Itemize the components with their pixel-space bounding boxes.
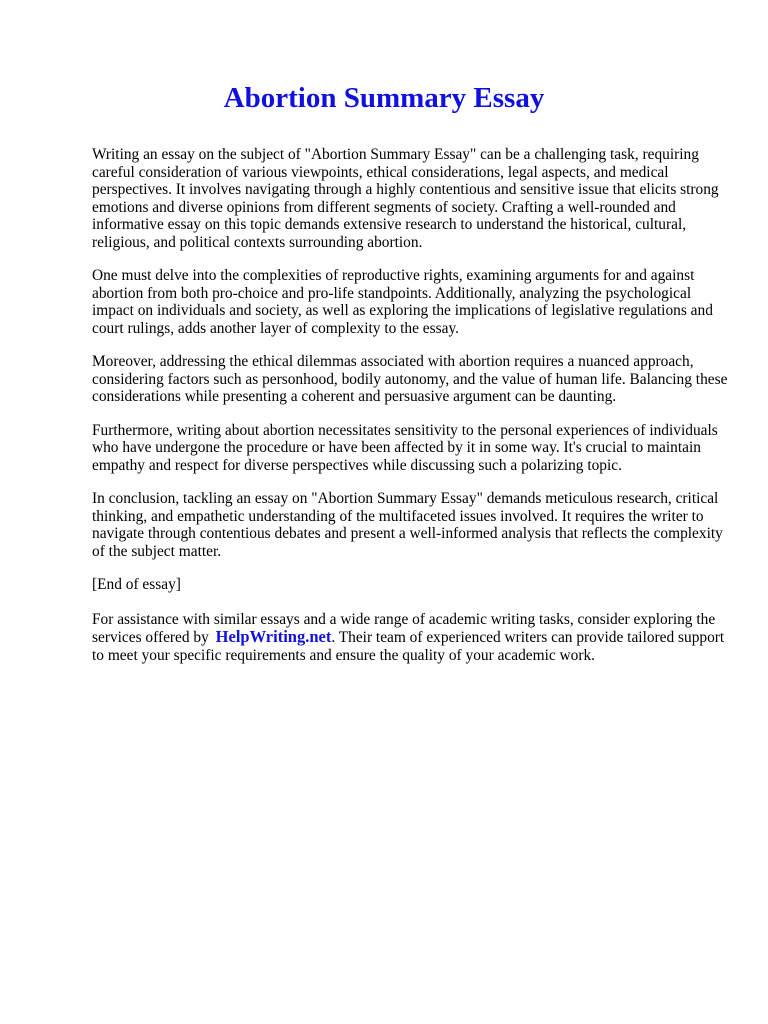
essay-paragraph-5: In conclusion, tackling an essay on "Abortion Summary Essay" demands meticulous research, critical thinking, and empathetic understanding of the multifaceted issues involved. It requires the writer to navigate through contentious debates and present a well-informed analysis that reflects the complexity of the subject matter.: [92, 490, 723, 560]
essay-body: [92, 146, 732, 680]
closing-text-before-link: For assistance with similar essays and a wide range of academic writing tasks, consider exploring the services offered by: [92, 610, 716, 646]
closing-text-after-link: . Their team of experienced writers can provide tailored support to meet your specific requirements and ensure the quality of your academic work.: [92, 629, 725, 664]
end-of-essay-marker: [End of essay]: [92, 576, 181, 593]
essay-paragraph-3: Moreover, addressing the ethical dilemmas associated with abortion requires a nuanced approach, considering factors such as personhood, bodily autonomy, and the value of human life. Balancing these considerations while presenting a coherent and persuasive argument can be daunting.: [92, 353, 728, 405]
closing-paragraph: [92, 611, 732, 665]
essay-paragraph-2: One must delve into the complexities of reproductive rights, examining arguments for and against abortion from both pro-choice and pro-life standpoints. Additionally, analyzing the psychological impact on individuals and society, as well as exploring the implications of legislative regulations and court rulings, adds another layer of complexity to the essay.: [92, 267, 713, 337]
page-title: Abortion Summary Essay: [223, 82, 545, 114]
helpwriting-link[interactable]: HelpWriting.net: [215, 627, 332, 646]
essay-paragraph-1: Writing an essay on the subject of "Abortion Summary Essay" can be a challenging task, requiring careful consideration of various viewpoints, ethical considerations, legal aspects, and medical perspectives. It involves navigating through a highly contentious and sensitive issue that elicits strong emotions and diverse opinions from different segments of society. Crafting a well-rounded and informative essay on this topic demands extensive research to understand the historical, cultural, religious, and political contexts surrounding abortion.: [92, 146, 719, 251]
essay-paragraph-4: Furthermore, writing about abortion necessitates sensitivity to the personal experiences of individuals who have undergone the procedure or have been affected by it in some way. It's crucial to maintain empathy and respect for diverse perspectives while discussing such a polarizing topic.: [92, 421, 718, 474]
